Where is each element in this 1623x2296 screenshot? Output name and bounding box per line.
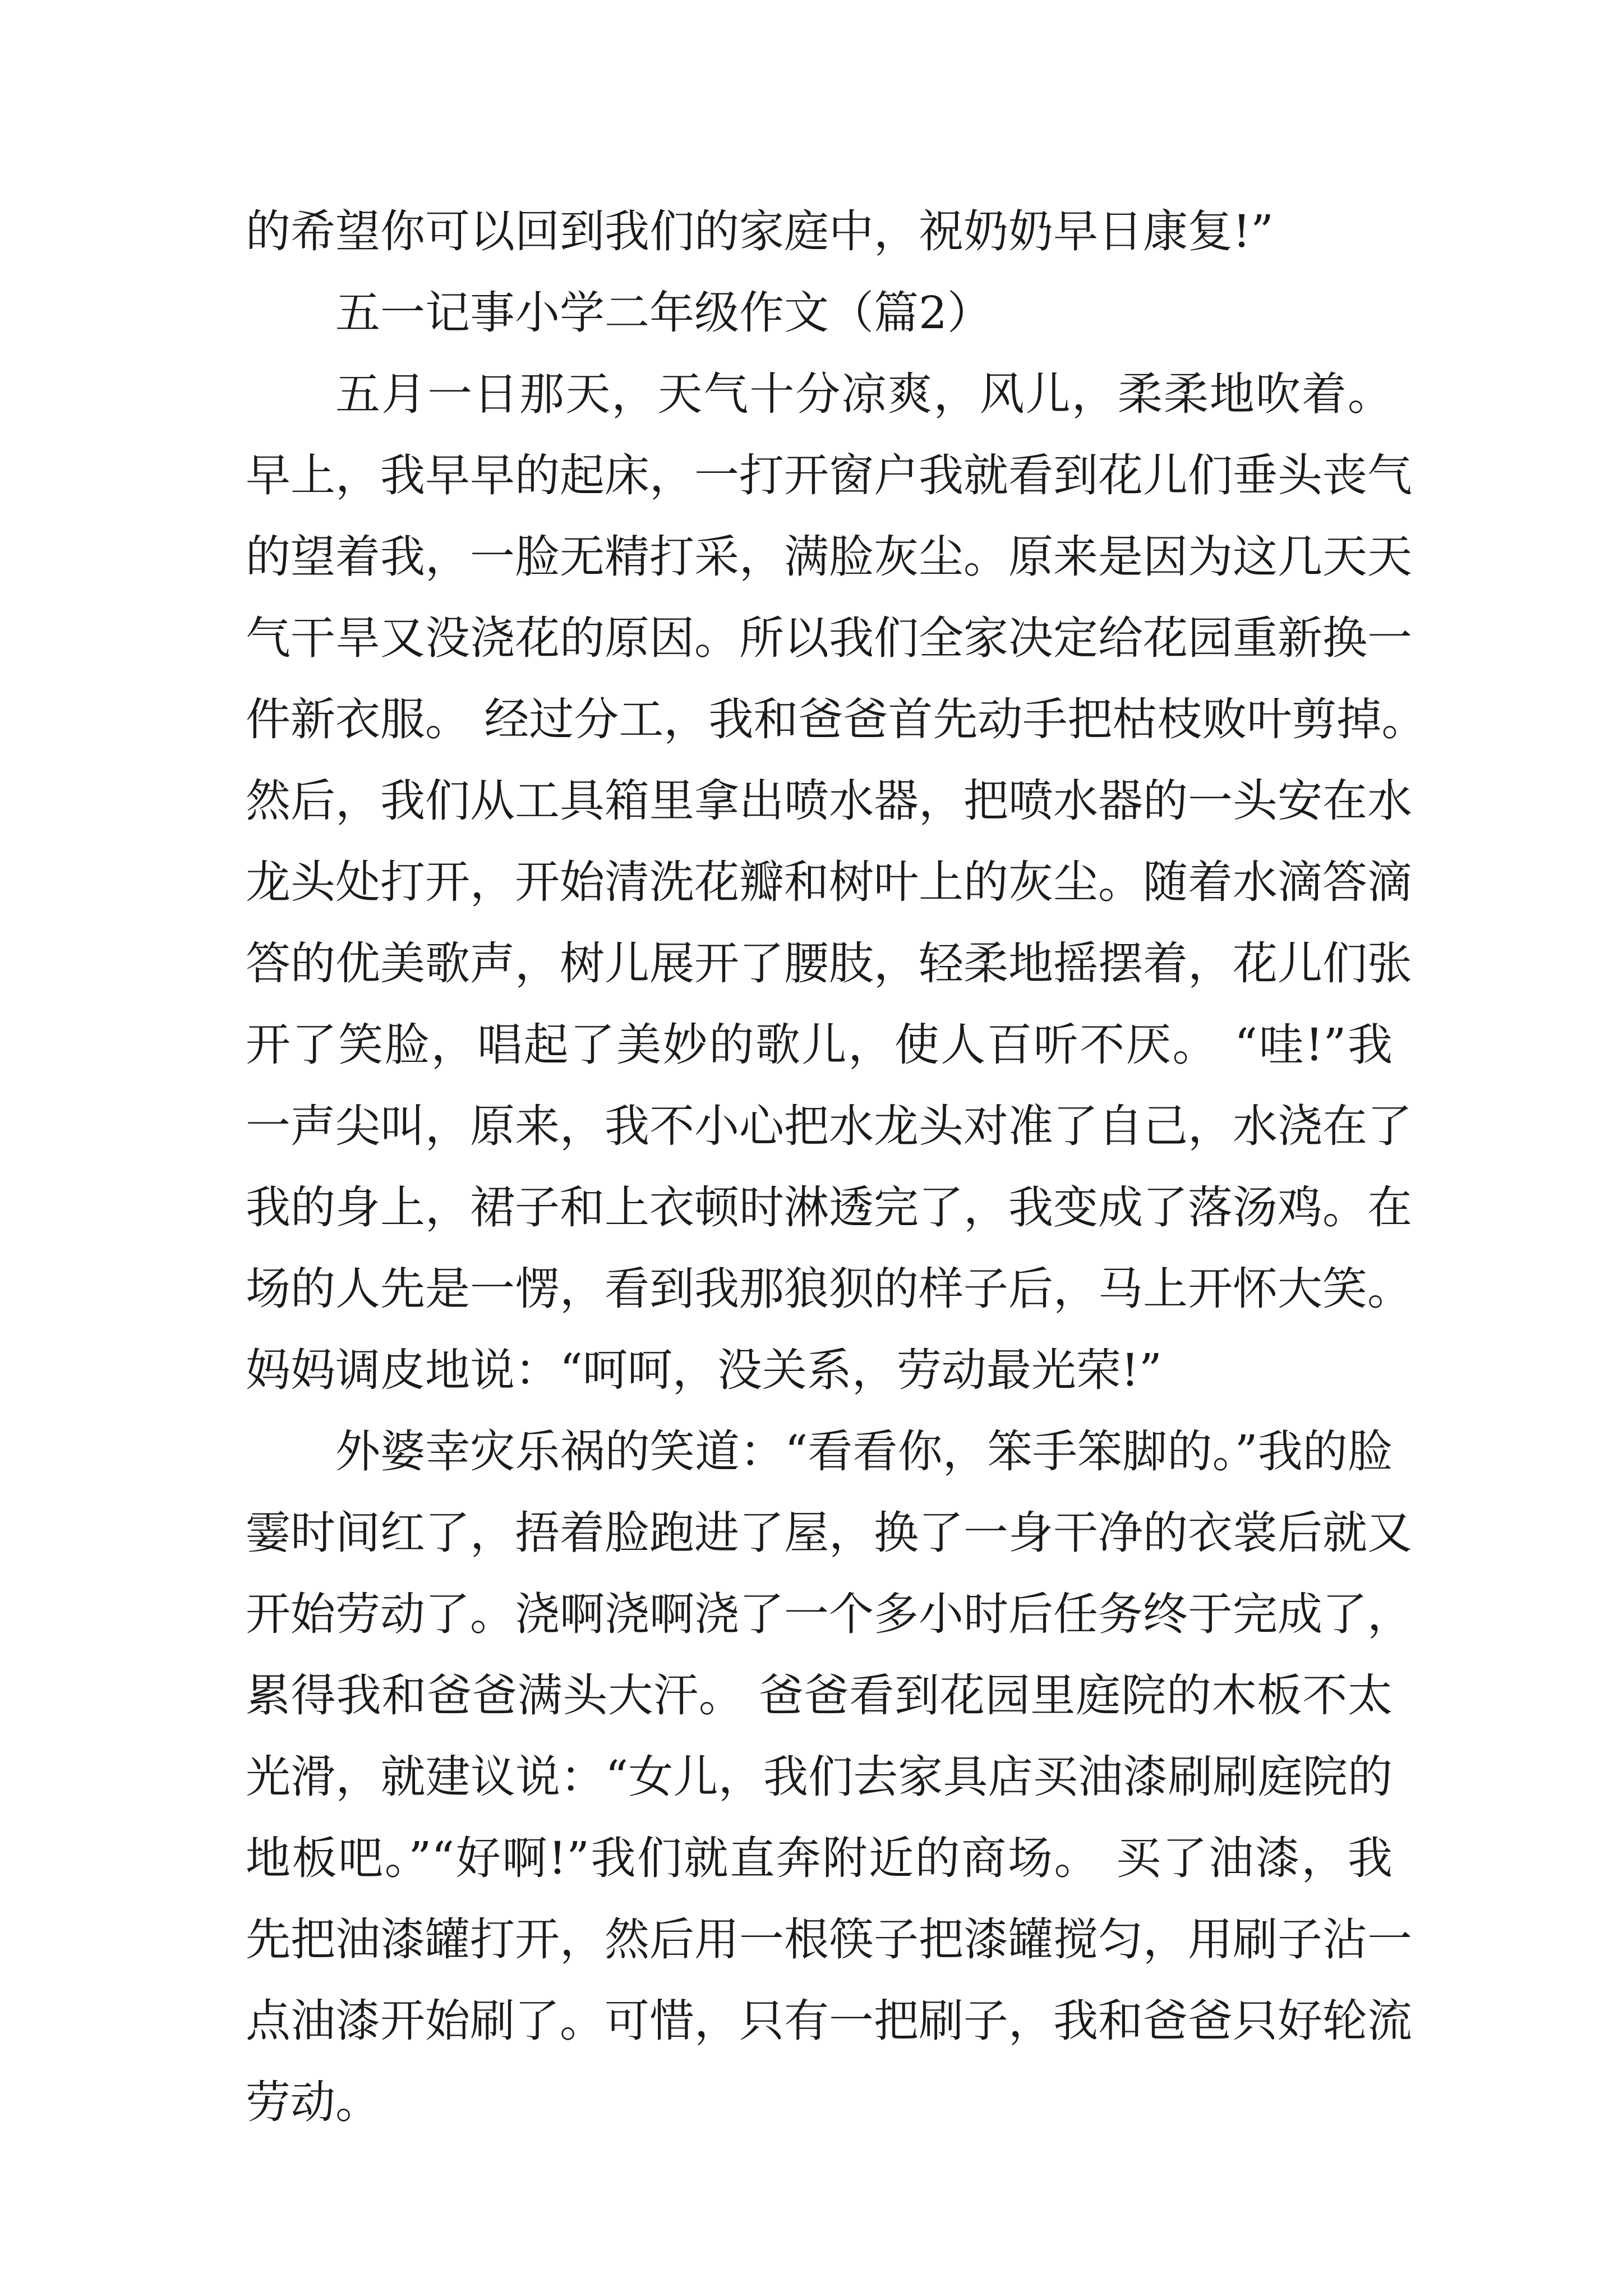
text-line: 点油漆开始刷了。可惜，只有一把刷子，我和爸爸只好轮流	[246, 1995, 1412, 2047]
text-line: 龙头处打开，开始清洗花瓣和树叶上的灰尘。随着水滴答滴	[246, 856, 1412, 908]
text-line: 劳动。	[246, 2076, 380, 2128]
text-line: 霎时间红了，捂着脸跑进了屋，换了一身干净的衣裳后就又	[246, 1507, 1412, 1559]
essay-text-body	[246, 191, 1427, 2143]
text-line: 地板吧。”“好啊!”我们就直奔附近的商场。 买了油漆，我	[246, 1832, 1393, 1884]
text-line: 早上，我早早的起床，一打开窗户我就看到花儿们垂头丧气	[246, 449, 1412, 501]
text-line: 场的人先是一愣，看到我那狼狈的样子后，马上开怀大笑。	[246, 1263, 1412, 1315]
text-line: 答的优美歌声，树儿展开了腰肢，轻柔地摇摆着，花儿们张	[246, 937, 1412, 990]
text-line: 的望着我，一脸无精打采，满脸灰尘。原来是因为这几天天	[246, 531, 1412, 583]
text-line: 累得我和爸爸满头大汗。 爸爸看到花园里庭院的木板不太	[246, 1669, 1393, 1722]
paragraph-first-line: 五月一日那天，天气十分凉爽，风儿，柔柔地吹着。	[335, 368, 1393, 420]
text-line: 开始劳动了。浇啊浇啊浇了一个多小时后任务终于完成了，	[246, 1588, 1412, 1640]
text-line: 我的身上，裙子和上衣顿时淋透完了，我变成了落汤鸡。在	[246, 1181, 1412, 1234]
text-line: 一声尖叫，原来，我不小心把水龙头对准了自己，水浇在了	[246, 1100, 1412, 1152]
text-line: 件新衣服。 经过分工，我和爸爸首先动手把枯枝败叶剪掉。	[246, 693, 1427, 746]
text-line: 先把油漆罐打开，然后用一根筷子把漆罐搅匀，用刷子沾一	[246, 1913, 1412, 1966]
text-line: 的希望你可以回到我们的家庭中，祝奶奶早日康复!”	[246, 205, 1274, 257]
paragraph-first-line: 外婆幸灾乐祸的笑道：“看看你，笨手笨脚的。”我的脸	[335, 1425, 1393, 1478]
text-line: 妈妈调皮地说：“呵呵，没关系，劳动最光荣!”	[246, 1344, 1162, 1396]
text-line: 开了笑脸，唱起了美妙的歌儿，使人百听不厌。 “哇!”我	[246, 1019, 1393, 1071]
text-line: 然后，我们从工具箱里拿出喷水器，把喷水器的一头安在水	[246, 775, 1412, 827]
section-heading: 五一记事小学二年级作文（篇2）	[335, 287, 992, 339]
text-line: 气干旱又没浇花的原因。所以我们全家决定给花园重新换一	[246, 612, 1412, 664]
text-line: 光滑，就建议说：“女儿，我们去家具店买油漆刷刷庭院的	[246, 1751, 1393, 1803]
